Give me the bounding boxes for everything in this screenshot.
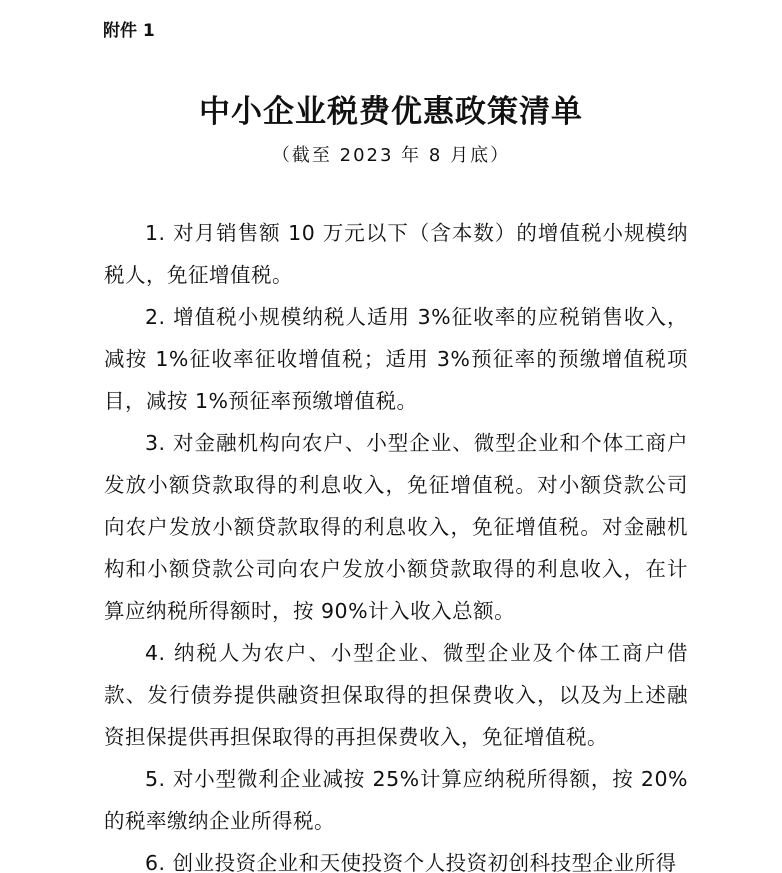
policy-item-1: 1. 对月销售额 10 万元以下（含本数）的增值税小规模纳税人，免征增值税。 [104, 221, 688, 287]
policy-list [104, 212, 688, 873]
page-subtitle: （截至 2023 年 8 月底） [271, 145, 511, 166]
attachment-label: 附件 1 [103, 21, 155, 41]
policy-item-3: 3. 对金融机构向农户、小型企业、微型企业和个体工商户发放小额贷款取得的利息收入，免征增值税。对小额贷款公司向农户发放小额贷款取得的利息收入，免征增值税。对金融机构和小额贷款公司向农户发放小额贷款取得的利息收入，在计算应纳税所得额时，按 90%计入收入总额。 [104, 431, 688, 623]
policy-item-6: 6. 创业投资企业和天使投资个人投资初创科技型企业所得 [145, 851, 677, 873]
page-title: 中小企业税费优惠政策清单 [199, 94, 583, 130]
policy-item-2: 2. 增值税小规模纳税人适用 3%征收率的应税销售收入，减按 1%征收率征收增值税；适用 3%预征率的预缴增值税项目，减按 1%预征率预缴增值税。 [104, 305, 688, 413]
policy-item-4: 4. 纳税人为农户、小型企业、微型企业及个体工商户借款、发行债券提供融资担保取得的担保费收入，以及为上述融资担保提供再担保取得的再担保费收入，免征增值税。 [104, 641, 688, 749]
policy-item-5: 5. 对小型微利企业减按 25%计算应纳税所得额，按 20%的税率缴纳企业所得税。 [104, 767, 688, 833]
